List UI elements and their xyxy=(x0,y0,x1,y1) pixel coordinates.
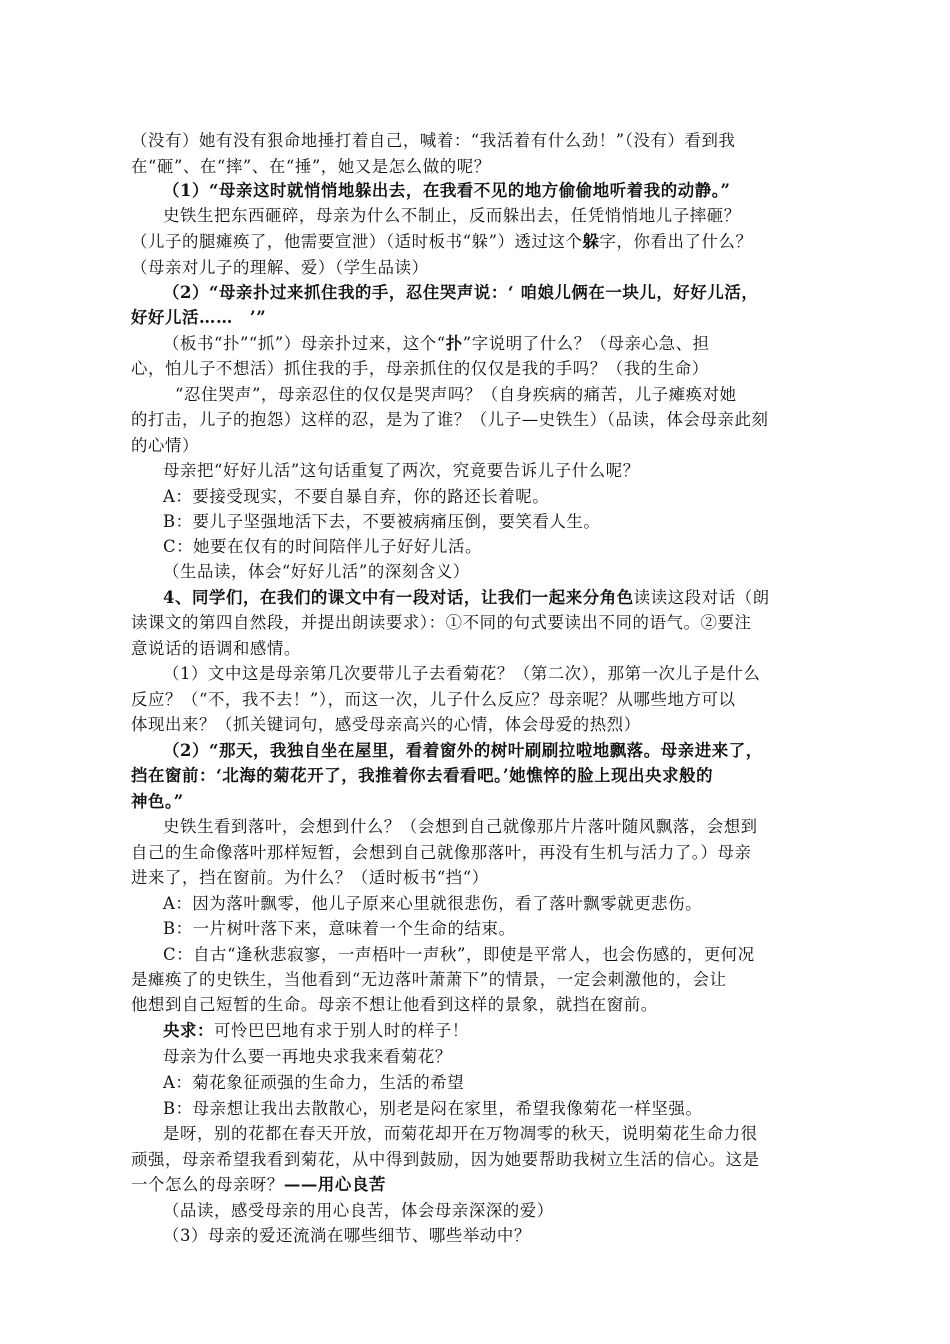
text-line xyxy=(163,332,710,356)
text-line xyxy=(131,1173,386,1197)
text-line xyxy=(163,739,763,763)
text-segment: 进来了，挡在窗前。为什么？（适时板书“挡“） xyxy=(131,868,489,887)
text-segment: 他想到自己短暂的生命。母亲不想让他看到这样的景象，就挡在窗前。 xyxy=(131,995,658,1014)
text-segment: 的心情） xyxy=(131,436,199,455)
text-segment: 自己的生命像落叶那样短暂，会想到自己就像那落叶，再没有生机与活力了。）母亲 xyxy=(131,843,752,862)
bold-text-segment: 4、同学们，在我们的课文中有一段对话，让我们一起来分角色 xyxy=(163,588,634,607)
text-segment: 顽强，母亲希望我看到菊花，从中得到鼓励，因为她要帮助我树立生活的信心。这是 xyxy=(131,1150,760,1169)
bold-text-segment: （2）“那天，我独自坐在屋里，看着窗外的树叶刷刷拉啦地飘落。母亲进来了， xyxy=(163,741,763,760)
text-segment: A：因为落叶飘零，他儿子原来心里就很悲伤，看了落叶飘零就更悲伤。 xyxy=(163,894,703,913)
text-segment: 史铁生把东西砸碎，母亲为什么不制止，反而躲出去，任凭悄悄地儿子摔砸？ xyxy=(163,206,741,225)
bold-text-segment: 躲 xyxy=(582,232,600,251)
text-line xyxy=(163,1071,464,1095)
text-segment: 体现出来？（抓关键词句，感受母亲高兴的心情，体会母爱的热烈） xyxy=(131,715,641,734)
text-line xyxy=(131,790,184,814)
text-segment: 史铁生看到落叶，会想到什么？（会想到自己就像那片片落叶随风飘落，会想到 xyxy=(163,817,758,836)
text-segment: 是呀，别的花都在春天开放，而菊花却开在万物凋零的秋天，说明菊花生命力很 xyxy=(163,1124,758,1143)
text-segment: 心，怕儿子不想活）抓住我的手，母亲抓住的仅仅是我的手吗？（我的生命） xyxy=(131,359,709,378)
text-line xyxy=(163,943,755,967)
text-segment: A：菊花象征顽强的生命力，生活的希望 xyxy=(163,1073,465,1092)
text-line xyxy=(163,662,761,686)
text-line xyxy=(131,637,301,661)
bold-text-segment: 扑 xyxy=(445,334,463,353)
text-segment: C：自古“逢秋悲寂寥，一声梧叶一声秋”，即使是平常人，也会伤感的，更何况 xyxy=(163,945,755,964)
text-segment: “忍住哭声”，母亲忍住的仅仅是哭声吗？（自身疾病的痛苦，儿子瘫痪对她 xyxy=(175,385,737,404)
text-segment: 意说话的语调和感情。 xyxy=(131,639,301,658)
text-line xyxy=(131,993,658,1017)
text-line xyxy=(163,1045,452,1069)
text-segment: ”字说明了什么？（母亲心急、担 xyxy=(462,334,710,353)
text-line xyxy=(175,383,737,407)
text-line xyxy=(163,1122,758,1146)
bold-text-segment: 挡在窗前：‘北海的菊花开了，我推着你去看看吧。’她憔悴的脸上现出央求般的 xyxy=(131,766,714,785)
text-line xyxy=(163,1199,554,1223)
text-segment: B：母亲想让我出去散散心，别老是闷在家里，希望我像菊花一样坚强。 xyxy=(163,1099,703,1118)
bold-text-segment: （2）“母亲扑过来抓住我的手，忍住哭声说：‘ 咱娘儿俩在一块儿，好好儿活， xyxy=(163,283,759,302)
text-line xyxy=(163,485,549,509)
text-line xyxy=(131,611,751,635)
text-line xyxy=(163,281,758,305)
text-segment: （生品读，体会“好好儿活”的深刻含义） xyxy=(163,562,470,581)
text-line xyxy=(131,1148,760,1172)
text-line xyxy=(131,155,491,179)
text-segment: 字，你看出了什么？ xyxy=(599,232,753,251)
text-segment: （没有）她有没有狠命地捶打着自己，喊着：“我活着有什么劲！”（没有）看到我 xyxy=(131,131,736,150)
text-line xyxy=(131,256,429,280)
text-line xyxy=(131,866,489,890)
text-segment: 可怜巴巴地有求于别人时的样子！ xyxy=(213,1021,469,1040)
text-segment: 反应？（“不，我不去！”），而这一次，儿子什么反应？母亲呢？从哪些地方可以 xyxy=(131,690,736,709)
text-line xyxy=(163,1097,702,1121)
text-line xyxy=(131,230,752,254)
text-line xyxy=(163,586,770,610)
text-segment: 一个怎么的母亲呀？ xyxy=(131,1175,284,1194)
text-segment: 在“砸”、在“摔”、在“捶”，她又是怎么做的呢？ xyxy=(131,157,491,176)
text-segment: 的打击，儿子的抱怨）这样的忍，是为了谁？（儿子—史铁生）（品读，体会母亲此刻 xyxy=(131,410,769,429)
text-line xyxy=(163,1019,469,1043)
text-line xyxy=(131,408,768,432)
text-segment: C：她要在仅有的时间陪伴儿子好好儿活。 xyxy=(163,537,482,556)
bold-text-segment: 央求： xyxy=(163,1021,214,1040)
text-line xyxy=(163,1224,531,1248)
text-line xyxy=(163,179,731,203)
text-line xyxy=(131,434,199,458)
text-segment: B：要儿子坚强地活下去，不要被病痛压倒，要笑看人生。 xyxy=(163,512,601,531)
text-line xyxy=(131,764,713,788)
text-segment: （品读，感受母亲的用心良苦，体会母亲深深的爱） xyxy=(163,1201,554,1220)
text-line xyxy=(163,892,702,916)
text-line xyxy=(163,560,470,584)
text-line xyxy=(163,510,600,534)
text-segment: 读课文的第四自然段，并提出朗读要求）：①不同的句式要读出不同的语气。②要注 xyxy=(131,613,752,632)
text-line xyxy=(163,459,640,483)
text-line xyxy=(131,688,735,712)
text-segment: （1）文中这是母亲第几次要带儿子去看菊花？（第二次），那第一次儿子是什么 xyxy=(163,664,761,683)
text-line xyxy=(131,713,641,737)
text-segment: 是瘫痪了的史铁生，当他看到“无边落叶萧萧下”的情景，一定会刺激他的，会让 xyxy=(131,970,727,989)
text-line xyxy=(163,535,482,559)
bold-text-segment: 好好儿活…… ’” xyxy=(131,308,267,327)
text-segment: 母亲把“好好儿活”这句话重复了两次，究竟要告诉儿子什么呢？ xyxy=(163,461,640,480)
text-line xyxy=(131,841,751,865)
text-segment: （板书“扑”“抓”）母亲扑过来，这个“ xyxy=(163,334,446,353)
text-line xyxy=(131,968,727,992)
text-segment: 母亲为什么要一再地央求我来看菊花？ xyxy=(163,1047,452,1066)
text-segment: （3）母亲的爱还流淌在哪些细节、哪些举动中？ xyxy=(163,1226,531,1245)
bold-text-segment: ——用心良苦 xyxy=(283,1175,386,1194)
text-line xyxy=(131,357,709,381)
text-line xyxy=(131,129,735,153)
text-segment: 读读这段对话（朗 xyxy=(633,588,770,607)
bold-text-segment: （1）“母亲这时就悄悄地躲出去，在我看不见的地方偷偷地听着我的动静。” xyxy=(163,181,731,200)
text-segment: （母亲对儿子的理解、爱）（学生品读） xyxy=(131,258,429,277)
text-segment: A：要接受现实，不要自暴自弃，你的路还长着呢。 xyxy=(163,487,550,506)
text-segment: （儿子的腿瘫痪了，他需要宣泄）（适时板书“躲”）透过这个 xyxy=(131,232,583,251)
text-line xyxy=(163,917,515,941)
text-line xyxy=(163,204,741,228)
text-line xyxy=(131,306,266,330)
bold-text-segment: 神色。” xyxy=(131,792,184,811)
text-line xyxy=(163,815,758,839)
text-segment: B：一片树叶落下来，意味着一个生命的结束。 xyxy=(163,919,516,938)
